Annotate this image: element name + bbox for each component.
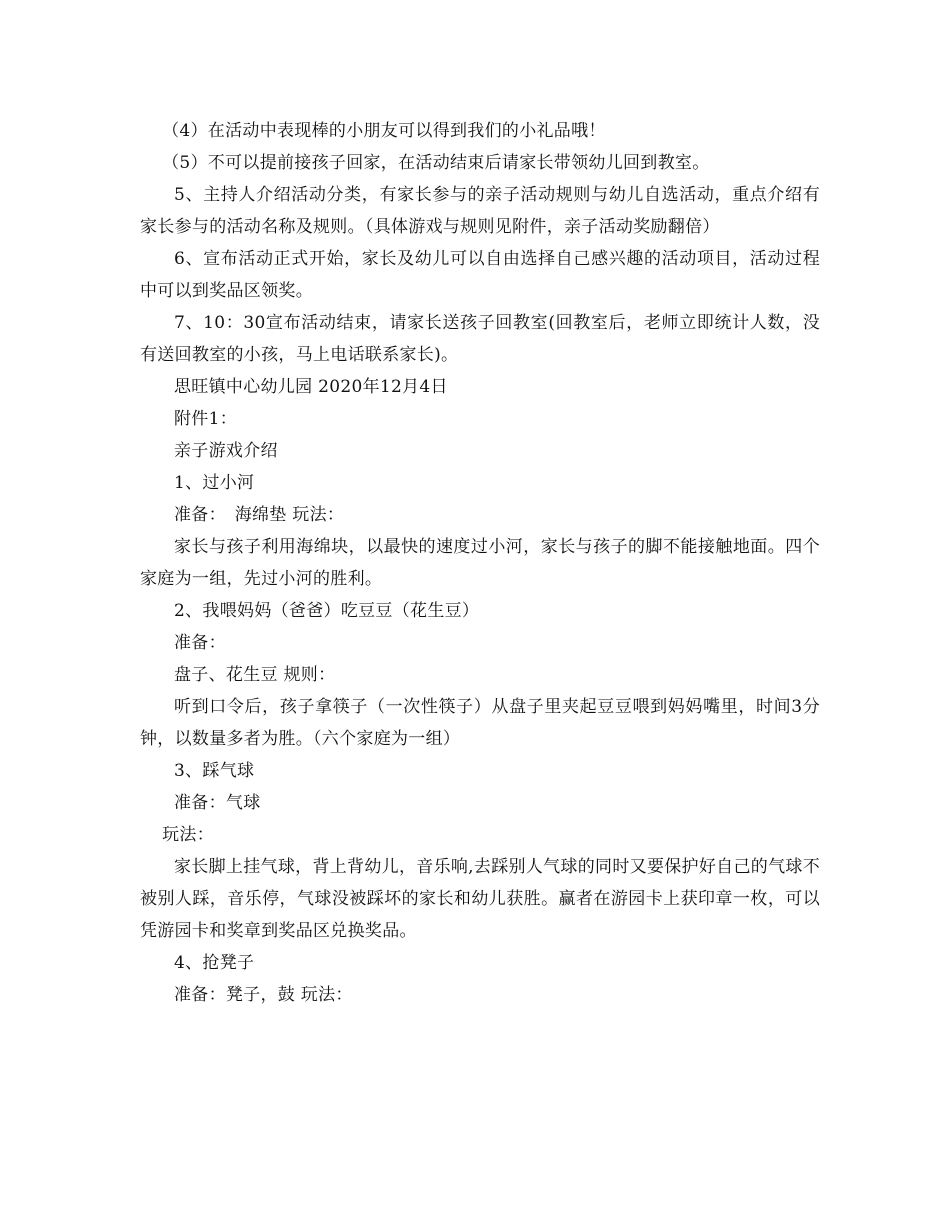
game-2-prep-label: 准备： [174, 633, 226, 653]
signature-line: 思旺镇中心幼儿园 2020年12月4日 [174, 377, 448, 397]
game-1-title: 1、过小河 [174, 473, 255, 493]
game-3-title: 3、踩气球 [174, 761, 255, 781]
game-3-play-label: 玩法： [162, 825, 214, 845]
game-3-description: 家长脚上挂气球，背上背幼儿，音乐响,去踩别人气球的同时又要保护好自己的气球不被别人踩，音乐停，气球没被踩坏的家长和幼儿获胜。赢者在游园卡上获印章一枚，可以凭游园卡和奖章到奖品区兑换奖品。 [140, 857, 820, 941]
appendix-title: 亲子游戏介绍 [174, 441, 278, 461]
game-1-prep: 准备： 海绵垫 玩法： [174, 505, 345, 525]
game-4-prep: 准备：凳子，鼓 玩法： [174, 985, 353, 1005]
game-2-prep: 盘子、花生豆 规则： [174, 665, 336, 685]
appendix-label: 附件1： [174, 409, 238, 429]
game-2-title: 2、我喂妈妈（爸爸）吃豆豆（花生豆） [174, 601, 480, 621]
game-4-title: 4、抢凳子 [174, 953, 255, 973]
paragraph-step-7: 7、10：30宣布活动结束，请家长送孩子回教室(回教室后，老师立即统计人数，没有送回教室的小孩，马上电话联系家长)。 [140, 313, 820, 365]
document-body [140, 115, 820, 1011]
game-1-description: 家长与孩子利用海绵块，以最快的速度过小河，家长与孩子的脚不能接触地面。四个家庭为一组，先过小河的胜利。 [140, 537, 820, 589]
game-3-prep: 准备：气球 [174, 793, 261, 813]
paragraph-rule-4: （4）在活动中表现棒的小朋友可以得到我们的小礼品哦！ [162, 121, 606, 141]
game-2-description: 听到口令后，孩子拿筷子（一次性筷子）从盘子里夹起豆豆喂到妈妈嘴里，时间3分钟，以数量多者为胜。（六个家庭为一组） [140, 697, 820, 749]
paragraph-step-5: 5、主持人介绍活动分类，有家长参与的亲子活动规则与幼儿自选活动，重点介绍有家长参与的活动名称及规则。（具体游戏与规则见附件，亲子活动奖励翻倍） [140, 185, 820, 237]
paragraph-rule-5: （5）不可以提前接孩子回家，在活动结束后请家长带领幼儿回到教室。 [162, 153, 710, 173]
paragraph-step-6: 6、宣布活动正式开始，家长及幼儿可以自由选择自己感兴趣的活动项目，活动过程中可以到奖品区领奖。 [140, 249, 820, 301]
